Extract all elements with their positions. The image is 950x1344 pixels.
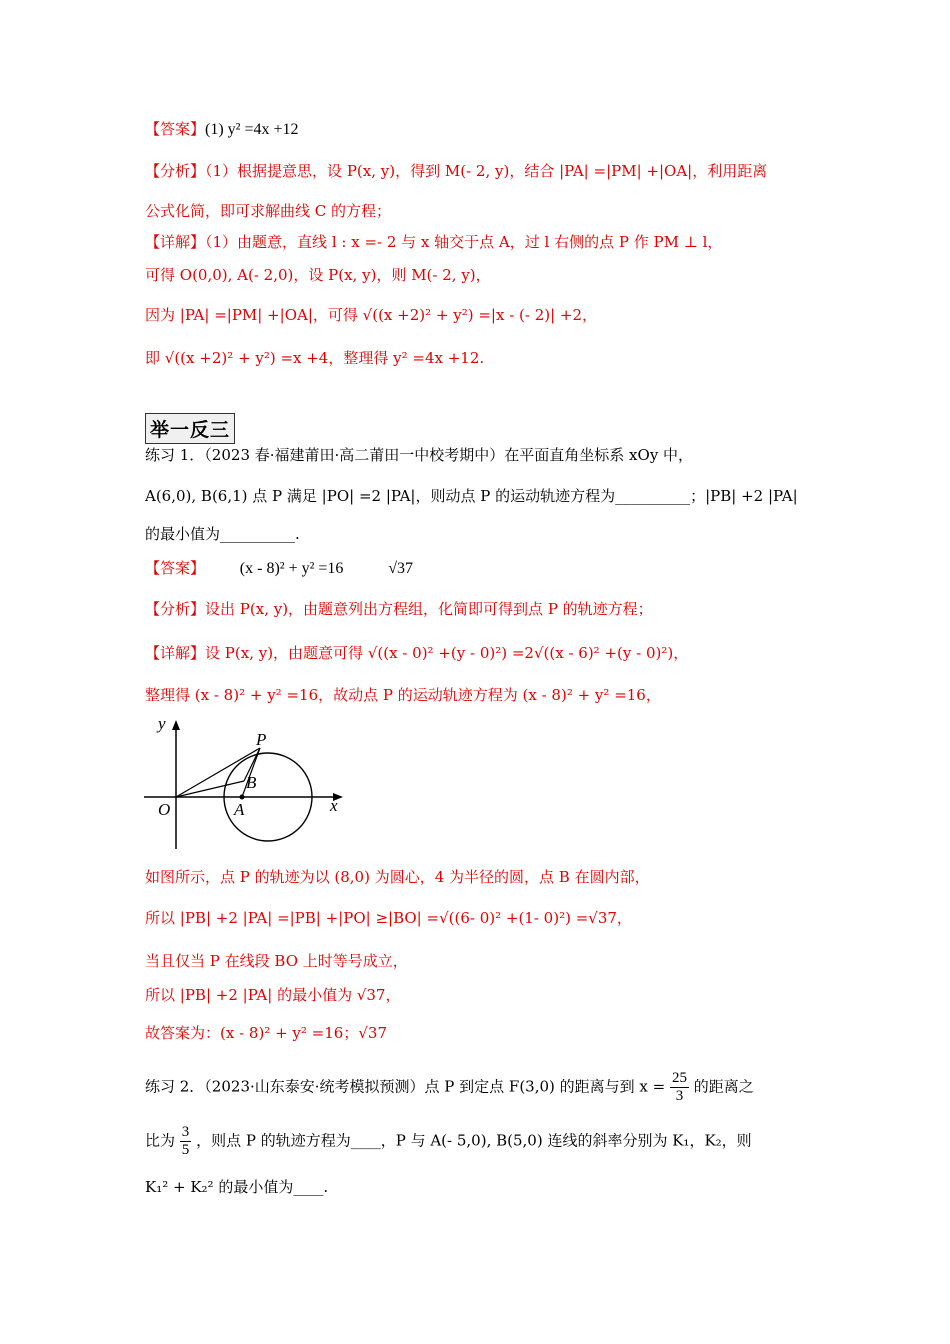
- label-a: A: [234, 800, 245, 819]
- ex1-line-1: 练习 1．（2023 春·福建莆田·高二莆田一中校考期中）在平面直角坐标系 xOy 中，: [145, 446, 694, 464]
- ex2-text-2a: 比为: [145, 1131, 176, 1150]
- segment-ob: [176, 781, 244, 797]
- ex2-fraction-1-num: 25: [672, 1070, 688, 1086]
- ex2-line-3: K₁² + K₂² 的最小值为____.: [145, 1178, 329, 1196]
- ex1-detail-line-1: [145, 642, 688, 664]
- ex1-detail-tag: 【详解】: [145, 644, 206, 662]
- label-o: O: [158, 800, 171, 819]
- ex2-fraction-2: [180, 1124, 192, 1159]
- ex2-fraction-2-num: 3: [181, 1124, 190, 1140]
- detail-text-1: （1）由题意，直线 l : x =- 2 与 x 轴交于点 A，过 l 右侧的点 P 作 PM ⊥ l，: [205, 233, 723, 251]
- ex1-detail-line-3: 如图所示，点 P 的轨迹为以 (8,0) 为圆心，4 为半径的圆，点 B 在圆内部，: [145, 868, 650, 886]
- ex1-answer-line: [145, 557, 413, 580]
- answer-text: (1) y² =4x +12: [205, 121, 299, 138]
- analysis-tag: 【分析】: [145, 162, 206, 180]
- ex1-line-2: A(6,0), B(6,1) 点 P 满足 |PO| =2 |PA|，则动点 P 的运动轨迹方程为__________；|PB| +2 |PA|: [145, 487, 798, 505]
- answer-tag: 【答案】: [145, 120, 206, 138]
- ex1-detail-line-5: 当且仅当 P 在线段 BO 上时等号成立，: [145, 952, 408, 970]
- y-axis-arrow: [172, 720, 180, 730]
- ex1-detail-text-1: 设 P(x, y)，由题意可得 √((x - 0)² +(y - 0)²) =2√((x - 6)² +(y - 0)²)，: [205, 644, 689, 662]
- ex2-text-1a: 练习 2．（2023·山东泰安·统考模拟预测）点 P 到定点 F(3,0) 的距离与到 x =: [145, 1077, 666, 1096]
- ex1-figure: [140, 715, 360, 855]
- ex2-text-1b: 的距离之: [693, 1077, 754, 1096]
- ex2-line-2: [145, 1124, 752, 1159]
- ex1-answer-1: (x - 8)² + y² =16: [239, 560, 344, 577]
- detail-line-3: 因为 |PA| =|PM| +|OA|，可得 √((x +2)² + y²) =|x - (- 2)| +2，: [145, 306, 598, 324]
- ex1-detail-line-2: 整理得 (x - 8)² + y² =16，故动点 P 的运动轨迹方程为 (x - 8)² + y² =16，: [145, 686, 661, 704]
- ex2-line-1: [145, 1070, 754, 1105]
- analysis-text-1: （1）根据提意思，设 P(x, y)，得到 M(- 2, y)，结合 |PA| =|PM| +|OA|，利用距离: [205, 162, 768, 180]
- ex2-text-2b: ，则点 P 的轨迹方程为____，P 与 A(- 5,0), B(5,0) 连线的斜率分别为 K₁，K₂，则: [196, 1131, 752, 1150]
- ex2-fraction-1: [670, 1070, 689, 1105]
- detail-line-1: [145, 231, 722, 253]
- ex1-answer-tag: 【答案】: [145, 559, 206, 577]
- label-p: P: [256, 730, 267, 749]
- ex1-answer-2: √37: [388, 560, 413, 577]
- ex2-fraction-1-den: 3: [675, 1088, 684, 1104]
- ex1-analysis-tag: 【分析】: [145, 600, 206, 618]
- ex1-detail-line-4: 所以 |PB| +2 |PA| =|PB| +|PO| ≥|BO| =√((6- 0)² +(1- 0)²) =√37，: [145, 909, 632, 927]
- detail-tag: 【详解】: [145, 233, 206, 251]
- analysis-line-1: [145, 160, 767, 182]
- ex1-analysis-text: 设出 P(x, y)，由题意列出方程组，化简即可得到点 P 的轨迹方程；: [205, 600, 653, 618]
- label-b: B: [246, 773, 257, 792]
- analysis-line-2: 公式化简，即可求解曲线 C 的方程；: [145, 202, 392, 220]
- detail-line-2: 可得 O(0,0), A(- 2,0)，设 P(x, y)，则 M(- 2, y)，: [145, 266, 491, 284]
- label-y: y: [158, 715, 166, 733]
- ex1-line-3: 的最小值为__________.: [145, 525, 300, 543]
- ex1-analysis-line: [145, 598, 653, 620]
- answer-line: [145, 118, 299, 141]
- ex1-detail-line-7: 故答案为：(x - 8)² + y² =16；√37: [145, 1024, 387, 1042]
- detail-line-4: 即 √((x +2)² + y²) =x +4，整理得 y² =4x +12.: [145, 349, 485, 367]
- section-title: 举一反三: [145, 413, 235, 444]
- ex1-detail-line-6: 所以 |PB| +2 |PA| 的最小值为 √37，: [145, 986, 401, 1004]
- label-x: x: [330, 796, 338, 815]
- ex2-fraction-2-den: 5: [181, 1142, 190, 1158]
